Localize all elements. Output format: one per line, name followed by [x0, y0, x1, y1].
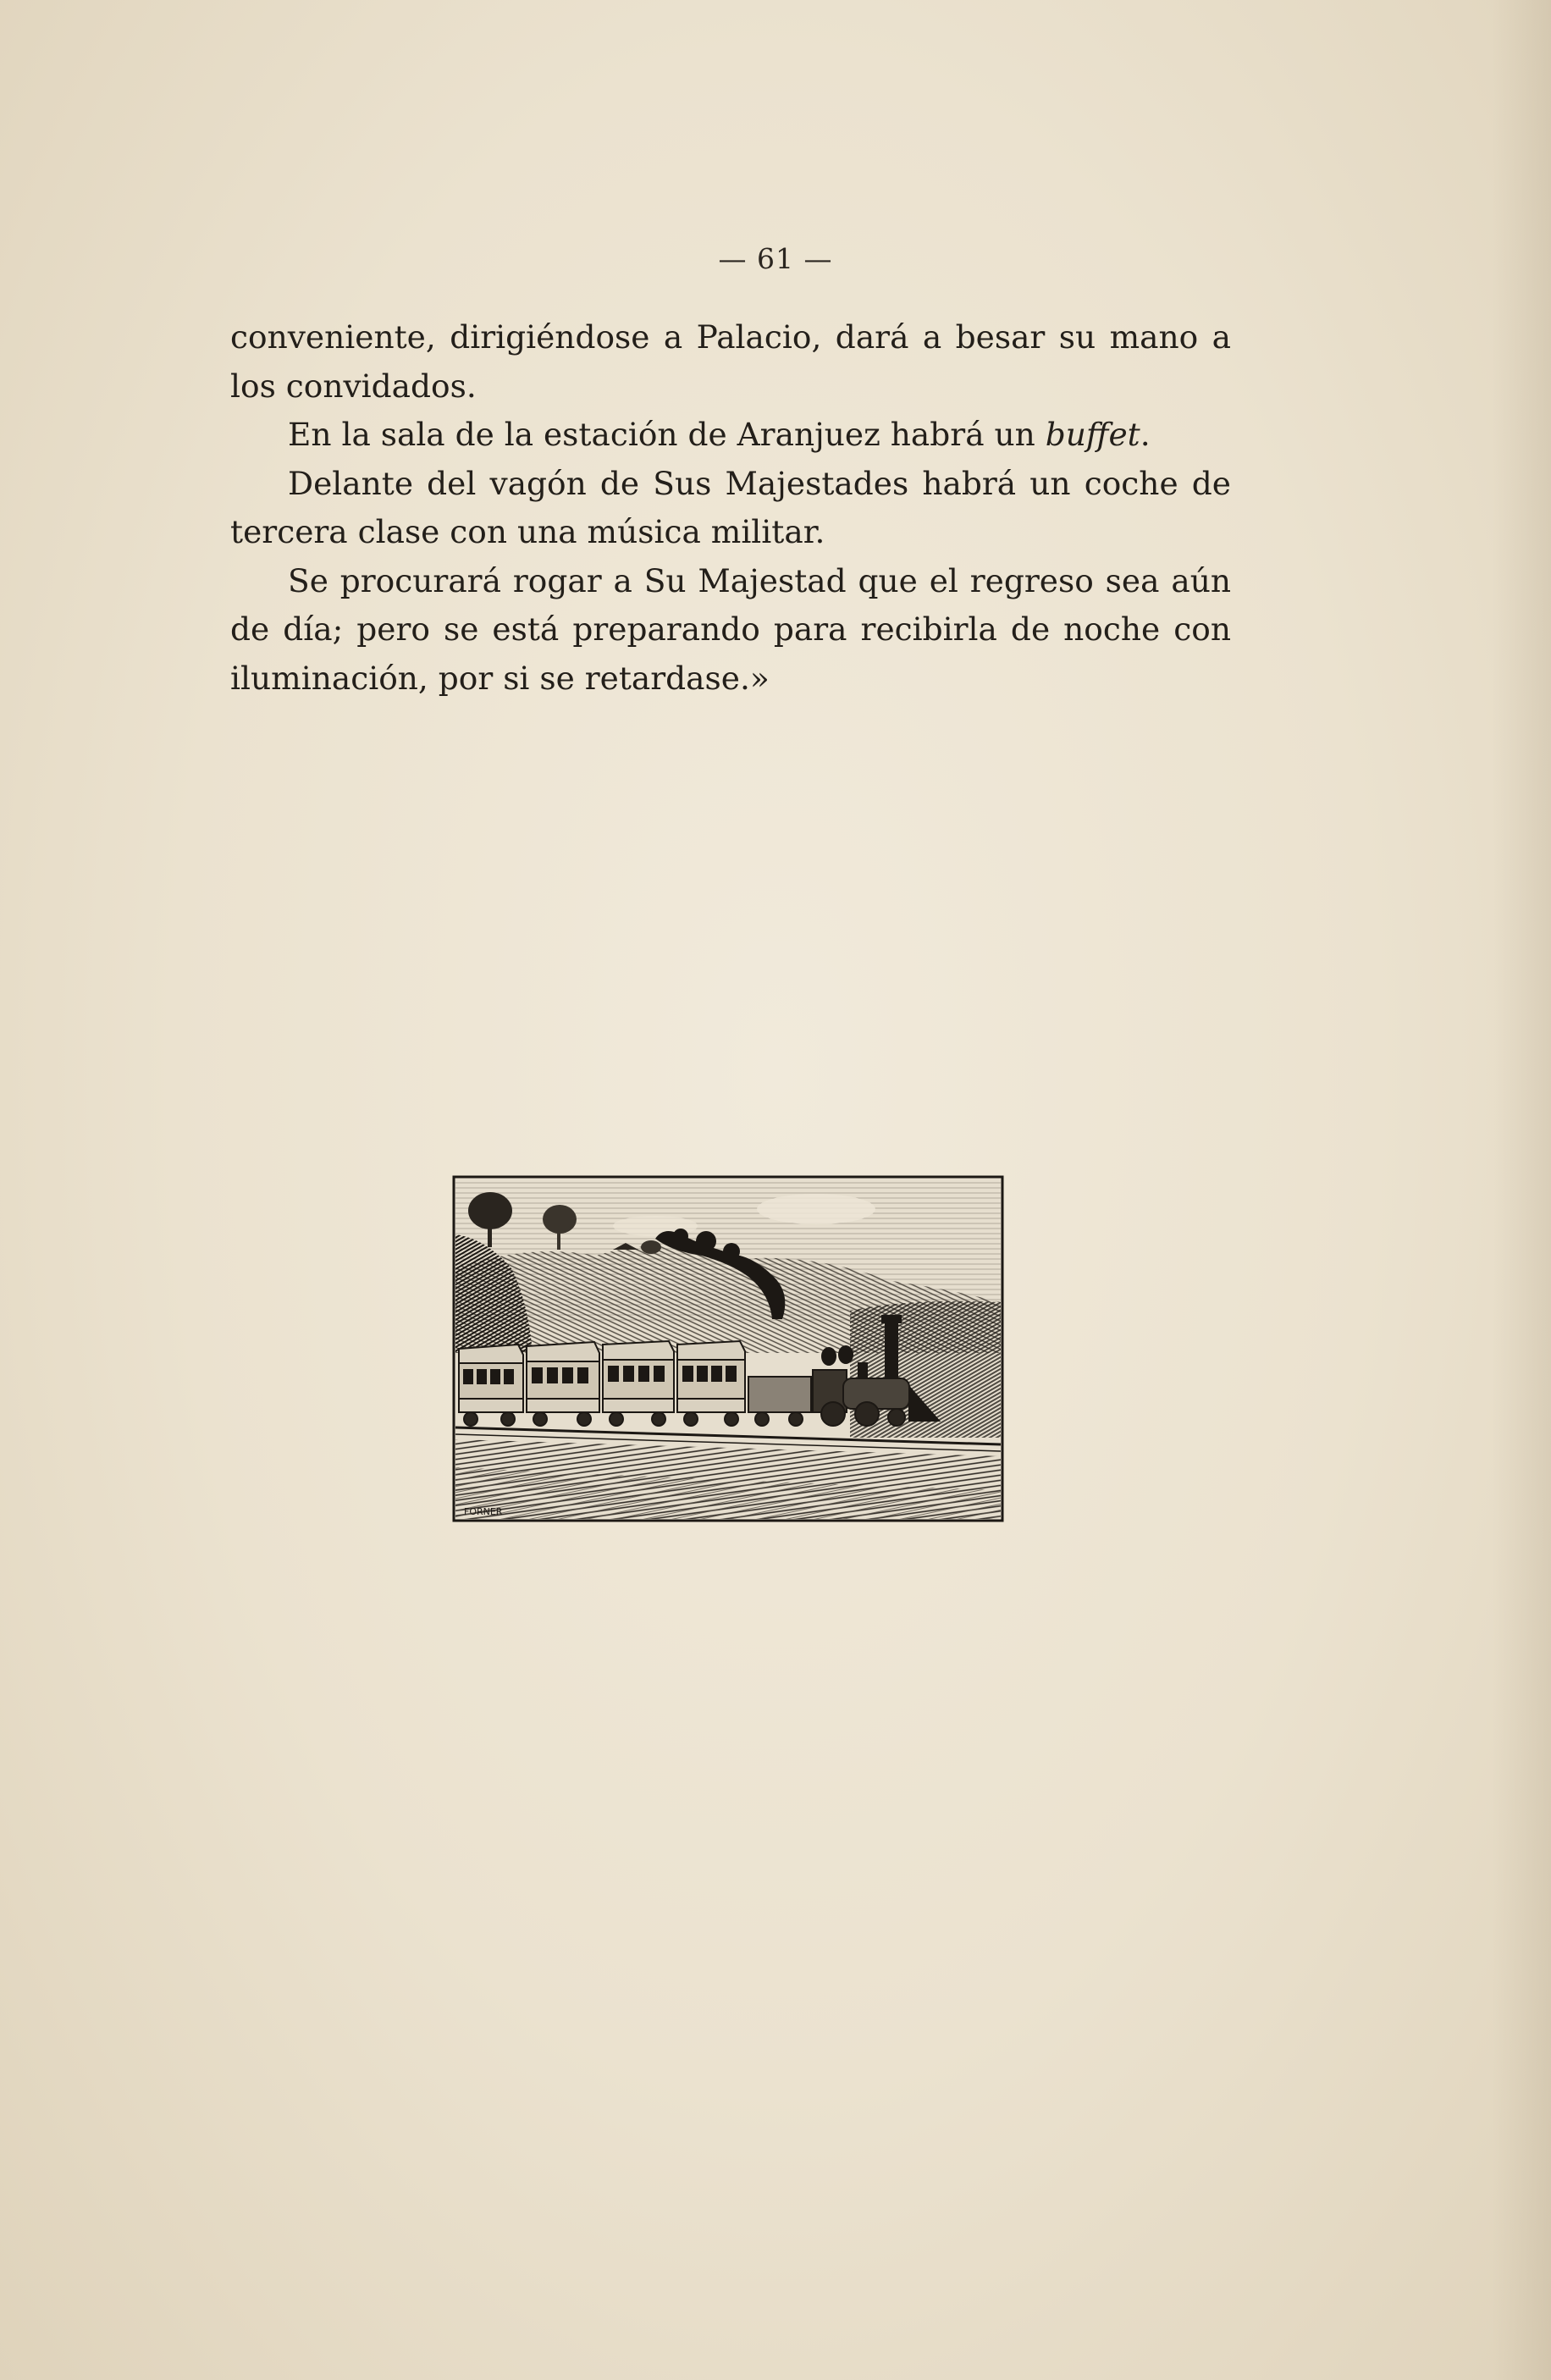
paragraph-1: conveniente, dirigiéndose a Palacio, dará a besar su mano a los convidados.	[230, 318, 1231, 405]
cloud	[757, 1194, 875, 1224]
carriage-3	[603, 1341, 674, 1426]
train-engraving	[452, 1175, 1004, 1522]
italic-word: buffet	[1045, 416, 1140, 453]
page-number: — 61 —	[718, 242, 833, 275]
engraving-svg	[452, 1175, 1004, 1522]
engraver-signature: FORNER	[464, 1506, 503, 1517]
tree-small	[641, 1240, 661, 1254]
paragraph-2-text: En la sala de la estación de Aranjuez habrá un	[288, 416, 1046, 453]
paragraph-4: Se procurará rogar a Su Majestad que el regreso sea aún de día; pero se está preparando para recibirla de noche con iluminación, por si se retardase.»	[230, 561, 1231, 697]
paragraph-3: Delante del vagón de Sus Majestades habrá un coche de tercera clase con una música militar.	[230, 464, 1231, 550]
paragraph-2-end: .	[1140, 416, 1151, 453]
paragraph-2	[230, 411, 1231, 460]
page-edge-shadow	[1492, 0, 1551, 2380]
carriage-4	[677, 1341, 745, 1426]
body-text	[230, 313, 1231, 703]
